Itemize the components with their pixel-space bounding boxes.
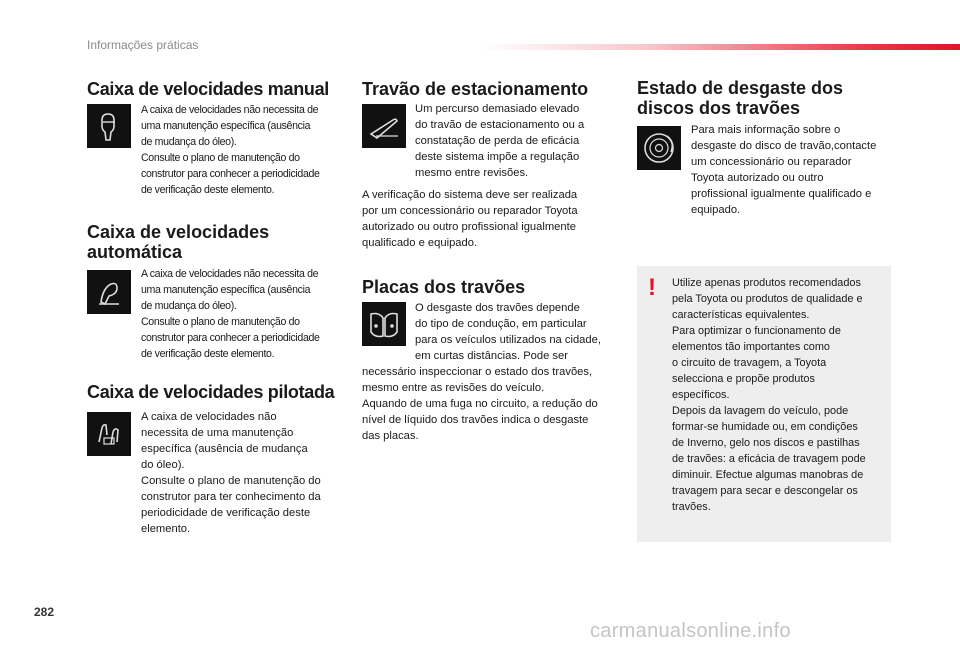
brake-discs-title: Estado de desgaste dos discos dos travões [637, 78, 844, 118]
brake-disc-icon [637, 126, 681, 170]
brake-pads-text-below: necessário inspeccionar o estado dos travões, mesmo entre as revisões do veículo. Aquando de uma fuga no circuito, a redução do nível de líquido dos travões indica o desgaste das placas. [362, 366, 598, 442]
gear-lever-icon [87, 104, 131, 148]
brake-pads-title: Placas dos travões [362, 277, 526, 297]
parking-brake-text-beside: Um percurso demasiado elevado do travão de estacionamento ou a constatação de perda de eficácia deste sistema impõe a regulação mesmo entre revisões. [415, 103, 585, 179]
brake-discs-text: Para mais informação sobre o desgaste do disco de travão,contacte um concessionário ou reparador Toyota autorizado ou outro profissional igualmente qualificado e equipado. [691, 124, 877, 216]
section-header: Informações práticas [87, 38, 199, 52]
header-accent-bar [480, 44, 960, 50]
parking-brake-title: Travão de estacionamento [362, 79, 589, 99]
piloted-gearbox-title: Caixa de velocidades pilotada [87, 382, 335, 402]
exclamation-icon: ! [648, 274, 656, 301]
warning-text: Utilize apenas produtos recomendados pela Toyota ou produtos de qualidade e características equivalentes. Para optimizar o funcionamento de elementos tão importantes como o circuito de travagem, a Toyota selecciona e propõe produtos específicos. Depois da lavagem do veículo, pode formar-se humidade ou, em condições de Inverno, gelo nos discos e pastilhas de travões: a eficácia de travagem pode diminuir. Efectue algumas manobras de travagem para secar e descongelar os travões. [672, 277, 866, 513]
automatic-gearbox-title: Caixa de velocidades automática [87, 222, 270, 262]
parking-brake-icon [362, 104, 406, 148]
page-number: 282 [34, 605, 55, 619]
watermark: carmanualsonline.info [590, 620, 791, 642]
manual-gearbox-text: A caixa de velocidades não necessita de uma manutenção específica (ausência de mudança do óleo). Consulte o plano de manutenção do construtor para conhecer a periodicidade de verificação deste elemento. [141, 104, 320, 196]
piloted-gearbox-text: A caixa de velocidades não necessita de uma manutenção específica (ausência de mudança do óleo). Consulte o plano de manutenção do construtor para ter conhecimento da periodicidade de verificação deste elemento. [141, 411, 321, 535]
brake-pads-text-beside: O desgaste dos travões depende do tipo de condução, em particular para os veículos utilizados na cidade, em curtas distâncias. Pode ser [415, 302, 601, 362]
automatic-gearbox-text: A caixa de velocidades não necessita de uma manutenção específica (ausência de mudança do óleo). Consulte o plano de manutenção do construtor para conhecer a periodicidade de verificação deste elemento. [141, 268, 320, 360]
manual-gearbox-title: Caixa de velocidades manual [87, 79, 330, 99]
brake-pads-icon [362, 302, 406, 346]
piloted-gearbox-icon [87, 412, 131, 456]
automatic-gear-lever-icon [87, 270, 131, 314]
parking-brake-text-below: A verificação do sistema deve ser realizada por um concessionário ou reparador Toyota autorizado ou outro profissional igualmente qualificado e equipado. [362, 189, 578, 249]
